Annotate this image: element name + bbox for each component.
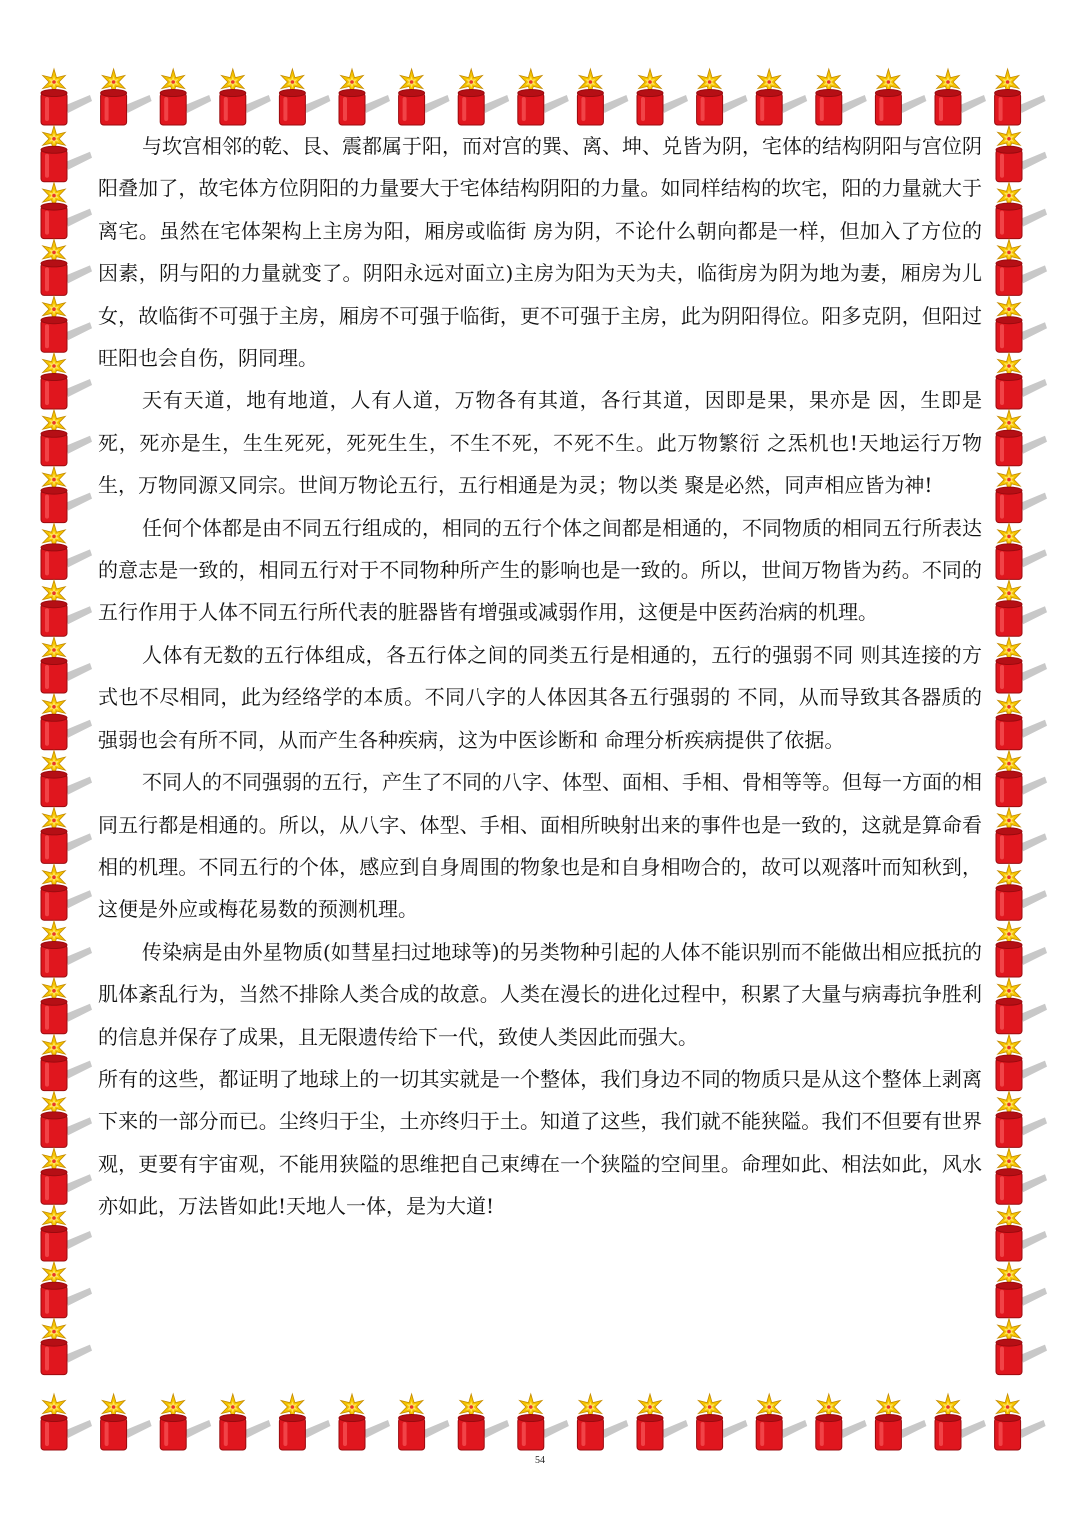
- firecracker-icon: [41, 580, 92, 636]
- firecracker-icon: [816, 1394, 867, 1450]
- firecracker-icon: [996, 239, 1047, 295]
- firecracker-icon: [996, 1035, 1047, 1091]
- firecracker-icon: [996, 1091, 1047, 1147]
- firecracker-icon: [41, 1148, 92, 1204]
- firecracker-icon: [996, 694, 1047, 750]
- firecracker-icon: [41, 467, 92, 523]
- firecracker-icon: [41, 1319, 92, 1375]
- firecracker-icon: [935, 69, 986, 125]
- firecracker-icon: [399, 1394, 450, 1450]
- paragraph-3: 任何个体都是由不同五行组成的，相同的五行个体之间都是相通的，不同物质的相同五行所表达的意志是一致的，相同五行对于不同物种所产生的影响也是一致的。所以，世间万物皆为药。不同的五行作用于人体不同五行所代表的脏器皆有增强或减弱作用，这便是中医药治病的机理。: [98, 515, 982, 625]
- firecracker-icon: [518, 69, 569, 125]
- firecracker-icon: [279, 1394, 330, 1450]
- firecracker-icon: [996, 1148, 1047, 1204]
- article-body: [98, 125, 982, 1228]
- firecracker-icon: [577, 69, 628, 125]
- page-number: 54: [535, 1455, 545, 1466]
- firecracker-icon: [399, 69, 450, 125]
- firecracker-icon: [995, 69, 1046, 125]
- firecracker-icon: [41, 751, 92, 807]
- firecracker-icon: [160, 69, 211, 125]
- paragraph-2: 天有天道，地有地道，人有人道，万物各有其道，各行其道，因即是果，果亦是 因，生即是死，死亦是生，生生死死，死死生生，不生不死，不死不生。此万物繁衍 之炁机也!天地运行万物生，万物同源又同宗。世间万物论五行，五行相通是为灵；物以类 聚是必然，同声相应皆为神!: [98, 388, 982, 498]
- firecracker-icon: [41, 239, 92, 295]
- firecracker-icon: [996, 410, 1047, 466]
- firecracker-icon: [996, 353, 1047, 409]
- firecracker-icon: [996, 978, 1047, 1034]
- firecracker-icon: [41, 1394, 92, 1450]
- firecracker-icon: [875, 1394, 926, 1450]
- firecracker-icon: [996, 467, 1047, 523]
- firecracker-icon: [996, 183, 1047, 239]
- firecracker-icon: [995, 1394, 1046, 1450]
- firecracker-icon: [41, 296, 92, 352]
- firecracker-icon: [279, 69, 330, 125]
- firecracker-icon: [518, 1394, 569, 1450]
- firecracker-icon: [996, 1262, 1047, 1318]
- paragraph-4: 人体有无数的五行体组成，各五行体之间的同类五行是相通的，五行的强弱不同 则其连接的方式也不尽相同，此为经络学的本质。不同八字的人体因其各五行强弱的 不同，从而导致其各器质的强弱也会有所不同，从而产生各种疾病，这为中医诊断和 命理分析疾病提供了依据。: [98, 642, 982, 752]
- firecracker-icon: [339, 1394, 390, 1450]
- firecracker-icon: [996, 1205, 1047, 1261]
- firecracker-icon: [756, 1394, 807, 1450]
- firecracker-icon: [41, 978, 92, 1034]
- firecracker-icon: [996, 580, 1047, 636]
- firecracker-icon: [101, 1394, 152, 1450]
- firecracker-icon: [996, 126, 1047, 182]
- firecracker-icon: [637, 69, 688, 125]
- firecracker-icon: [996, 523, 1047, 579]
- firecracker-icon: [41, 921, 92, 977]
- firecracker-icon: [101, 69, 152, 125]
- firecracker-icon: [756, 69, 807, 125]
- firecracker-icon: [41, 1262, 92, 1318]
- firecracker-icon: [577, 1394, 628, 1450]
- firecracker-icon: [220, 69, 271, 125]
- paragraph-5: 不同人的不同强弱的五行，产生了不同的八字、体型、面相、手相、骨相等等。但每一方面的相同五行都是相通的。所以，从八字、体型、手相、面相所映射出来的事件也是一致的，这就是算命看相的机理。不同五行的个体，感应到自身周围的物象也是和自身相吻合的，故可以观落叶而知秋到，这便是外应或梅花易数的预测机理。: [98, 770, 982, 922]
- firecracker-icon: [996, 296, 1047, 352]
- firecracker-icon: [996, 637, 1047, 693]
- firecracker-icon: [697, 1394, 748, 1450]
- firecracker-icon: [458, 1394, 509, 1450]
- firecracker-icon: [41, 69, 92, 125]
- firecracker-icon: [875, 69, 926, 125]
- firecracker-icon: [41, 1091, 92, 1147]
- firecracker-icon: [996, 921, 1047, 977]
- firecracker-icon: [41, 694, 92, 750]
- paragraph-7: 所有的这些，都证明了地球上的一切其实就是一个整体，我们身边不同的物质只是从这个整体上剥离下来的一部分而已。尘终归于尘，土亦终归于土。知道了这些，我们就不能狭隘。我们不但要有世界观，更要有宇宙观，不能用狭隘的思维把自己束缚在一个狭隘的空间里。命理如此、相法如此，风水亦如此，万法皆如此!天地人一体，是为大道!: [98, 1066, 982, 1219]
- paragraph-1: 与坎宫相邻的乾、艮、震都属于阳，而对宫的巽、离、坤、兑皆为阴，宅体的结构阴阳与宫位阴阳叠加了，故宅体方位阴阳的力量要大于宅体结构阴阳的力量。如同样结构的坎宅，阳的力量就大于离宅。虽然在宅体架构上主房为阳，厢房或临街 房为阴，不论什么朝向都是一样，但加入了方位的因素，阴与阳的力量就变了。阴阳永远对面立)主房为阳为天为夫，临街房为阴为地为妻，厢房为儿女，故临街不可强于主房，厢房不可强于临街，更不可强于主房，此为阴阳得位。阳多克阴，但阳过旺阳也会自伤，阴同理。: [98, 134, 982, 371]
- paragraph-6: 传染病是由外星物质(如彗星扫过地球等)的另类物种引起的人体不能识别而不能做出相应抵抗的肌体紊乱行为，当然不排除人类合成的故意。人类在漫长的进化过程中，积累了大量与病毒抗争胜利的信息并保存了成果，且无限遗传给下一代，致使人类因此而强大。: [98, 939, 982, 1049]
- firecracker-icon: [816, 69, 867, 125]
- firecracker-icon: [339, 69, 390, 125]
- firecracker-icon: [160, 1394, 211, 1450]
- firecracker-icon: [996, 751, 1047, 807]
- firecracker-icon: [41, 1035, 92, 1091]
- firecracker-icon: [458, 69, 509, 125]
- firecracker-icon: [935, 1394, 986, 1450]
- firecracker-icon: [41, 637, 92, 693]
- firecracker-icon: [41, 807, 92, 863]
- firecracker-icon: [41, 864, 92, 920]
- firecracker-icon: [697, 69, 748, 125]
- firecracker-icon: [41, 126, 92, 182]
- firecracker-icon: [996, 864, 1047, 920]
- firecracker-icon: [220, 1394, 271, 1450]
- firecracker-icon: [996, 807, 1047, 863]
- firecracker-icon: [41, 353, 92, 409]
- firecracker-icon: [41, 523, 92, 579]
- firecracker-icon: [996, 1319, 1047, 1375]
- firecracker-icon: [41, 183, 92, 239]
- firecracker-icon: [637, 1394, 688, 1450]
- firecracker-icon: [41, 1205, 92, 1261]
- firecracker-icon: [41, 410, 92, 466]
